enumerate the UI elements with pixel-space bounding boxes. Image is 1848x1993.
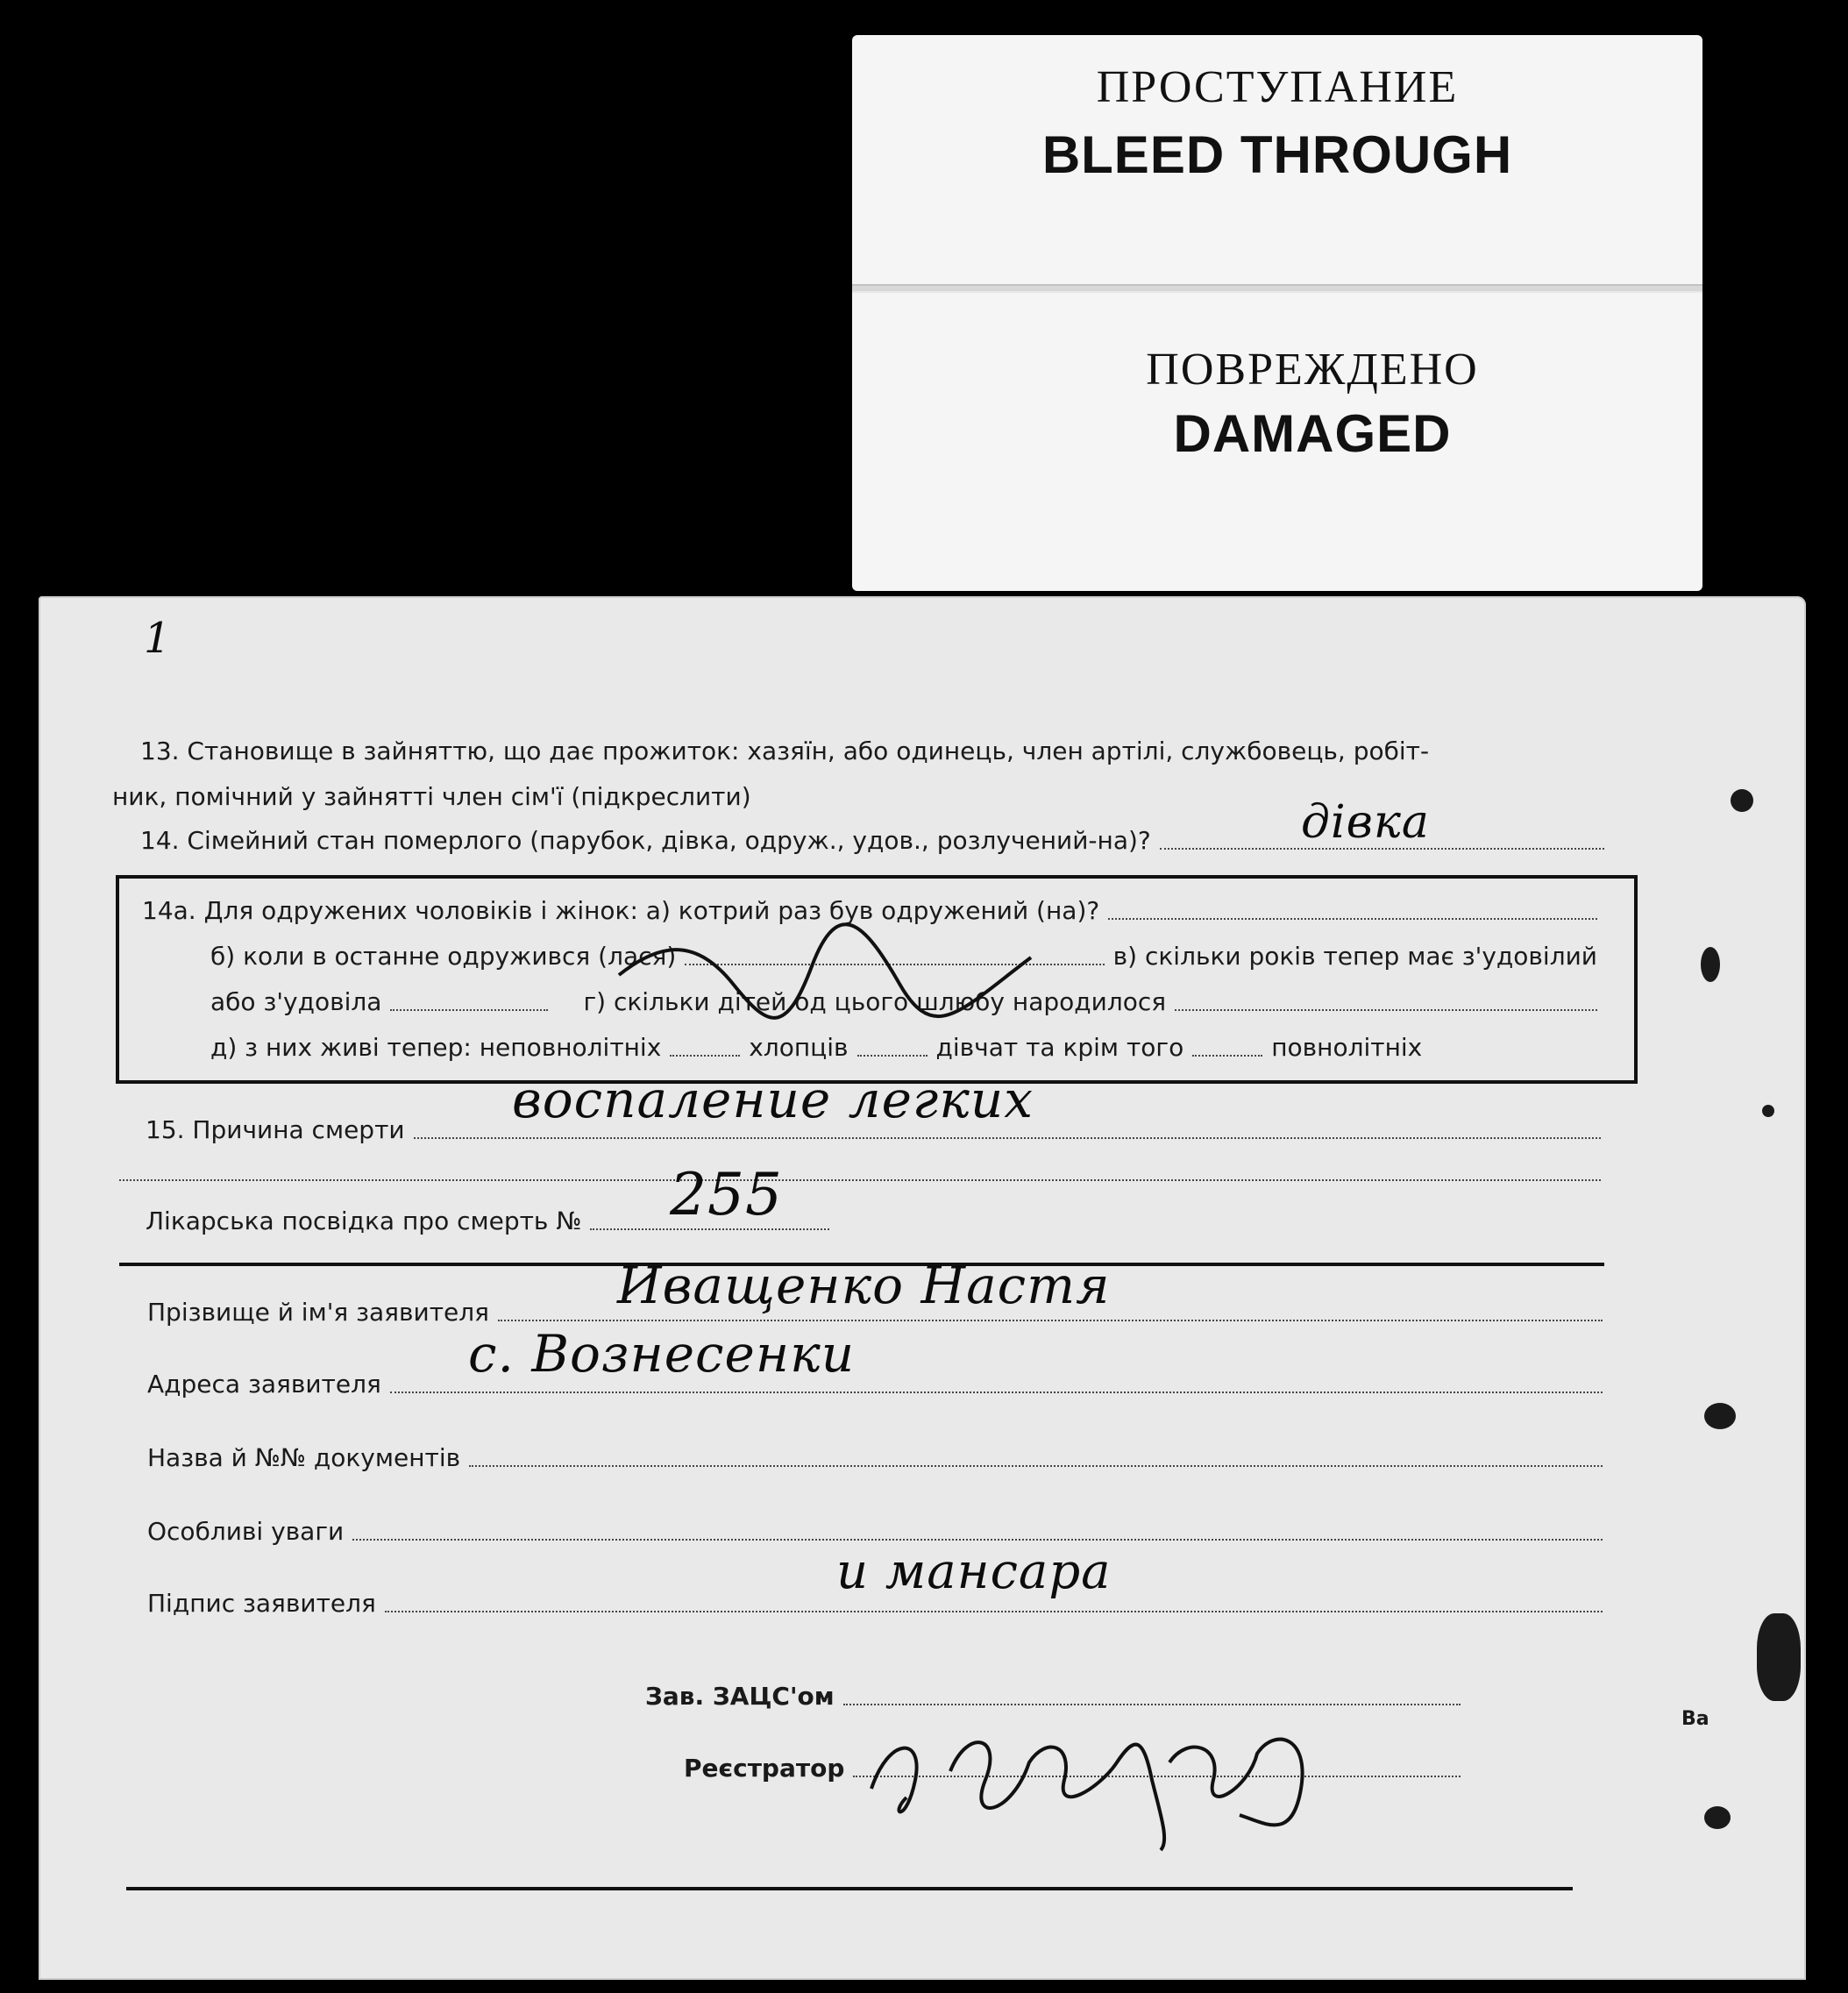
item-14a-text4a: д) з них живі тепер: неповнолітніх xyxy=(210,1033,662,1062)
item-14a-text4d: повнолітніх xyxy=(1271,1033,1423,1062)
applicant-address-label: Адреса заявителя xyxy=(147,1370,381,1399)
damage-mark xyxy=(1757,1613,1801,1701)
edge-text: Ва xyxy=(1681,1708,1709,1730)
applicant-signature-dotline xyxy=(385,1610,1603,1612)
applicant-address-handwritten: с. Вознесенки xyxy=(468,1324,856,1384)
item-14a-text1: 14а. Для одружених чоловіків і жінок: а) котрий раз був одружений (на)? xyxy=(142,896,1100,925)
cert-label: Лікарська посвідка про смерть № xyxy=(146,1206,582,1235)
dotline xyxy=(390,1008,548,1011)
remarks-row xyxy=(147,1517,1603,1546)
item-13-text-cont: ник, помічний у зайнятті член сім'ї (підкреслити) xyxy=(112,782,751,811)
notice-bleed-ru: ПРОСТУПАНИЕ xyxy=(1096,62,1459,112)
item-14a-text2b: в) скільки років тепер має з'удовілий xyxy=(1112,942,1597,971)
item-14a-box xyxy=(116,875,1638,1084)
notice-damaged-en: DAMAGED xyxy=(1173,404,1452,463)
applicant-name-dotline xyxy=(498,1319,1603,1321)
dotline xyxy=(1192,1054,1262,1057)
applicant-name-handwritten: Иващенко Настя xyxy=(617,1256,1111,1315)
item-13-line1 xyxy=(140,737,1429,765)
item-13-line2 xyxy=(112,782,751,811)
head-label: Зав. ЗАЦС'ом xyxy=(645,1682,835,1711)
notice-fold xyxy=(852,284,1702,293)
item-15-dotline xyxy=(414,1136,1601,1139)
remarks-label: Особливі уваги xyxy=(147,1517,345,1546)
item-14-handwritten: дівка xyxy=(1301,796,1430,849)
documents-dotline xyxy=(469,1464,1603,1467)
item-13-text: 13. Становище в зайняттю, що дає прожиток: хазяїн, або одинець, член артілі, службовець, робіт- xyxy=(140,737,1430,765)
damage-mark xyxy=(1704,1403,1736,1429)
damage-mark xyxy=(1704,1806,1731,1829)
strike-through-squiggle xyxy=(610,905,1048,1036)
damage-mark xyxy=(1762,1105,1774,1117)
applicant-address-row xyxy=(147,1370,1603,1399)
documents-row xyxy=(147,1443,1603,1472)
dotline xyxy=(670,1054,740,1057)
notice-card xyxy=(852,35,1702,591)
page-mark: 1 xyxy=(144,614,172,663)
documents-label: Назва й №№ документів xyxy=(147,1443,461,1472)
remarks-dotline xyxy=(352,1538,1603,1541)
notice-damaged-ru: ПОВРЕЖДЕНО xyxy=(1146,345,1479,395)
applicant-name-label: Прізвище й ім'я заявителя xyxy=(147,1298,490,1327)
registry-form xyxy=(39,596,1806,1980)
item-15-dotline2 xyxy=(119,1178,1601,1181)
bottom-divider xyxy=(126,1887,1573,1890)
item-14a-text3b: г) скільки дітей од цього шлюбу народилося xyxy=(583,987,1167,1016)
dotline xyxy=(1108,917,1597,920)
dotline xyxy=(1175,1008,1597,1011)
item-14a-text4b: хлопців xyxy=(749,1033,849,1062)
damage-mark xyxy=(1731,789,1753,812)
item-14a-text4c: дівчат та крім того xyxy=(935,1033,1184,1062)
applicant-address-dotline xyxy=(390,1391,1603,1393)
item-14a-text3a: або з'удовіла xyxy=(210,987,382,1016)
notice-bleed-en: BLEED THROUGH xyxy=(1041,125,1513,184)
dotline xyxy=(857,1054,928,1057)
applicant-signature-handwritten: и мансара xyxy=(836,1543,1112,1600)
damage-mark xyxy=(1701,947,1720,982)
item-15-handwritten: воспаление легких xyxy=(512,1070,1034,1129)
item-14-label: 14. Сімейний стан померлого (парубок, дівка, одруж., удов., розлучений-на)? xyxy=(140,826,1151,855)
registrar-signature xyxy=(854,1683,1345,1859)
item-14a-line4 xyxy=(210,1033,1597,1062)
item-14a-text2a: б) коли в останне одружився (лася) xyxy=(210,942,677,971)
applicant-signature-label: Підпис заявителя xyxy=(147,1589,376,1618)
item-15-label: 15. Причина смерти xyxy=(146,1115,405,1144)
registrar-label: Реєстратор xyxy=(684,1754,845,1783)
cert-number-handwritten: 255 xyxy=(670,1161,783,1228)
